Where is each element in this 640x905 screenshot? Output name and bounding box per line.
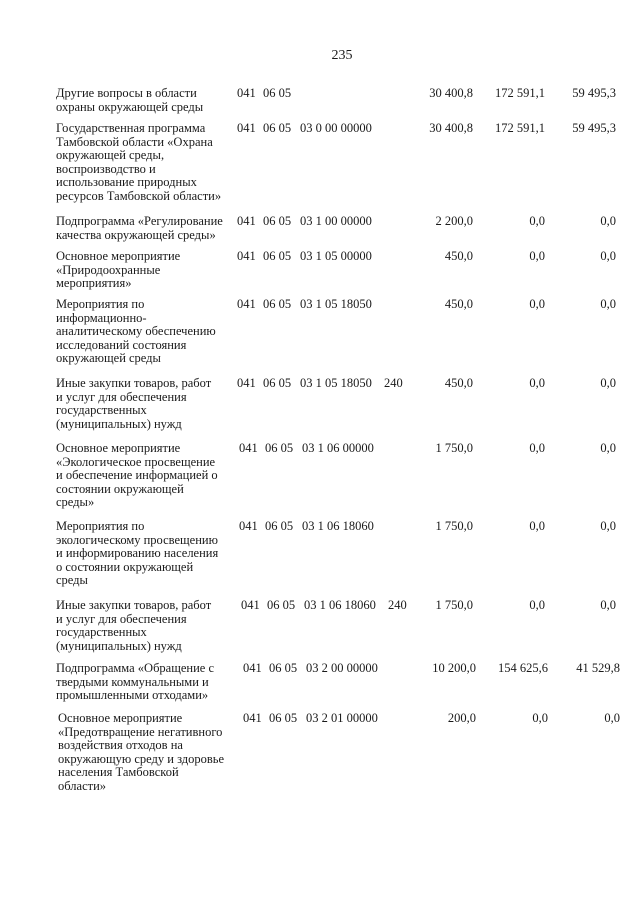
row-value-1: 450,0 bbox=[444, 297, 473, 311]
row-value-3: 0,0 bbox=[604, 711, 620, 725]
row-target-code: 03 2 01 00000 bbox=[306, 711, 378, 725]
row-name: Основное мероприятие «Природоохранные мероприятия» bbox=[56, 249, 181, 291]
row-target-code: 03 1 05 18050 bbox=[300, 297, 372, 311]
row-value-1: 2 200,0 bbox=[435, 214, 473, 228]
row-section-code: 06 05 bbox=[263, 214, 292, 228]
row-section-code: 06 05 bbox=[267, 598, 296, 612]
row-ministry-code: 041 bbox=[237, 376, 256, 390]
row-ministry-code: 041 bbox=[237, 86, 256, 100]
row-value-3: 59 495,3 bbox=[572, 86, 616, 100]
row-value-1: 1 750,0 bbox=[435, 598, 473, 612]
row-ministry-code: 041 bbox=[237, 249, 256, 263]
row-target-code: 03 2 00 00000 bbox=[306, 661, 378, 675]
row-ministry-code: 041 bbox=[243, 661, 262, 675]
row-section-code: 06 05 bbox=[263, 249, 292, 263]
row-value-1: 1 750,0 bbox=[435, 441, 473, 455]
row-ministry-code: 041 bbox=[237, 297, 256, 311]
row-target-code: 03 1 00 00000 bbox=[300, 214, 372, 228]
row-value-2: 172 591,1 bbox=[495, 86, 545, 100]
row-section-code: 06 05 bbox=[265, 519, 294, 533]
row-name: Иные закупки товаров, работ и услуг для обеспечения государственных (муниципальных) нужд bbox=[56, 376, 212, 431]
row-name: Подпрограмма «Регулирование качества окружающей среды» bbox=[56, 214, 223, 242]
row-name: Подпрограмма «Обращение с твердыми коммунальными и промышленными отходами» bbox=[56, 661, 215, 703]
row-target-code: 03 1 05 00000 bbox=[300, 249, 372, 263]
row-value-3: 0,0 bbox=[600, 376, 616, 390]
row-value-2: 0,0 bbox=[529, 441, 545, 455]
row-value-1: 30 400,8 bbox=[429, 86, 473, 100]
row-value-3: 59 495,3 bbox=[572, 121, 616, 135]
row-value-2: 0,0 bbox=[529, 214, 545, 228]
row-value-3: 41 529,8 bbox=[576, 661, 620, 675]
row-value-2: 172 591,1 bbox=[495, 121, 545, 135]
row-target-code: 03 0 00 00000 bbox=[300, 121, 372, 135]
row-name: Мероприятия по информационно- аналитическому обеспечению исследований состояния окружающей среды bbox=[56, 297, 216, 366]
row-ministry-code: 041 bbox=[241, 598, 260, 612]
row-section-code: 06 05 bbox=[263, 297, 292, 311]
row-section-code: 06 05 bbox=[263, 86, 292, 100]
row-target-code: 03 1 06 00000 bbox=[302, 441, 374, 455]
row-name: Иные закупки товаров, работ и услуг для обеспечения государственных (муниципальных) нужд bbox=[56, 598, 212, 653]
row-target-code: 03 1 06 18060 bbox=[304, 598, 376, 612]
row-name: Государственная программа Тамбовской области «Охрана окружающей среды, воспроизводство и использование природных ресурсов Тамбовской области» bbox=[56, 121, 222, 203]
row-target-code: 03 1 05 18050 bbox=[300, 376, 372, 390]
page-number: 235 bbox=[331, 48, 353, 63]
row-value-2: 0,0 bbox=[529, 519, 545, 533]
row-value-3: 0,0 bbox=[600, 598, 616, 612]
row-expense-type-code: 240 bbox=[384, 376, 403, 390]
row-value-1: 450,0 bbox=[444, 376, 473, 390]
row-value-2: 0,0 bbox=[529, 598, 545, 612]
row-value-1: 1 750,0 bbox=[435, 519, 473, 533]
row-value-2: 0,0 bbox=[529, 249, 545, 263]
row-expense-type-code: 240 bbox=[388, 598, 407, 612]
row-value-2: 154 625,6 bbox=[498, 661, 548, 675]
row-ministry-code: 041 bbox=[237, 121, 256, 135]
row-value-2: 0,0 bbox=[529, 376, 545, 390]
row-value-3: 0,0 bbox=[600, 249, 616, 263]
row-name: Другие вопросы в области охраны окружающей среды bbox=[56, 86, 204, 114]
row-ministry-code: 041 bbox=[237, 214, 256, 228]
row-section-code: 06 05 bbox=[263, 121, 292, 135]
row-name: Мероприятия по экологическому просвещению и информированию населения о состоянии окружающей среды bbox=[56, 519, 219, 588]
row-target-code: 03 1 06 18060 bbox=[302, 519, 374, 533]
row-ministry-code: 041 bbox=[243, 711, 262, 725]
row-ministry-code: 041 bbox=[239, 519, 258, 533]
row-section-code: 06 05 bbox=[269, 711, 298, 725]
row-value-3: 0,0 bbox=[600, 214, 616, 228]
row-value-3: 0,0 bbox=[600, 441, 616, 455]
row-value-2: 0,0 bbox=[532, 711, 548, 725]
row-name: Основное мероприятие «Предотвращение негативного воздействия отходов на окружающую среду и здоровье населения Тамбовской области» bbox=[58, 711, 225, 793]
row-value-3: 0,0 bbox=[600, 519, 616, 533]
row-value-1: 450,0 bbox=[444, 249, 473, 263]
row-section-code: 06 05 bbox=[263, 376, 292, 390]
row-ministry-code: 041 bbox=[239, 441, 258, 455]
row-section-code: 06 05 bbox=[269, 661, 298, 675]
row-value-1: 30 400,8 bbox=[429, 121, 473, 135]
row-value-1: 10 200,0 bbox=[432, 661, 476, 675]
row-name: Основное мероприятие «Экологическое просвещение и обеспечение информацией о состоянии окружающей среды» bbox=[56, 441, 218, 510]
row-value-2: 0,0 bbox=[529, 297, 545, 311]
row-value-1: 200,0 bbox=[447, 711, 476, 725]
row-section-code: 06 05 bbox=[265, 441, 294, 455]
row-value-3: 0,0 bbox=[600, 297, 616, 311]
